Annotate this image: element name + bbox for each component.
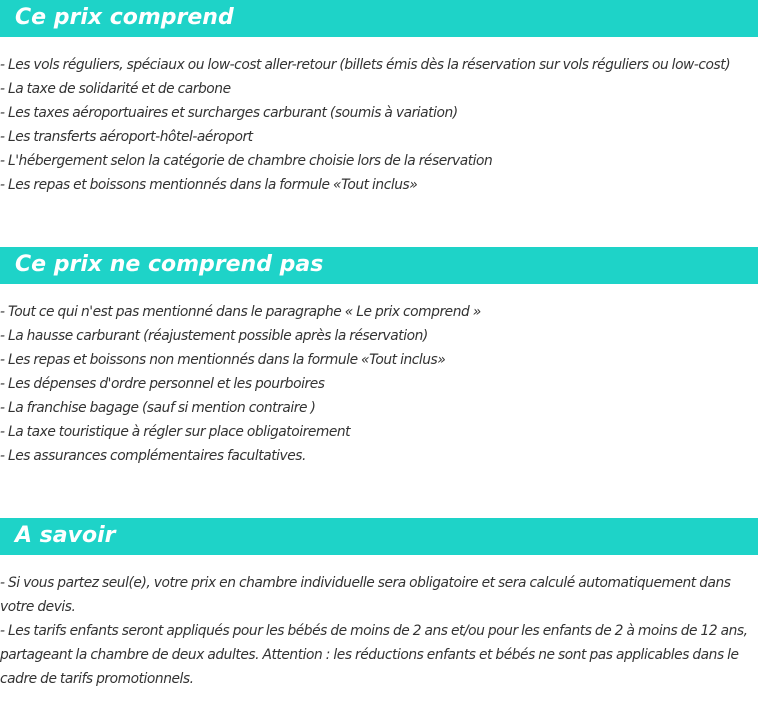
- list-item: - Les repas et boissons mentionnés dans la formule «Tout inclus»: [0, 177, 418, 193]
- list-item: - Les dépenses d'ordre personnel et les pourboires: [0, 376, 325, 392]
- paragraph-item: - Les tarifs enfants seront appliqués pour les bébés de moins de 2 ans et/ou pour les enfants de 2 à moins de 12 ans, partageant la chambre de deux adultes. Attention : les réductions enfants et bébés ne sont pas applicables dans le cadre de tarifs promotionnels.: [0, 623, 748, 687]
- list-item: - Les assurances complémentaires facultatives.: [0, 448, 306, 464]
- list-item: - Les vols réguliers, spéciaux ou low-cost aller-retour (billets émis dès la réservation sur vols réguliers ou low-cost): [0, 57, 731, 73]
- list-item: - Les transferts aéroport-hôtel-aéroport: [0, 129, 253, 145]
- section-title: A savoir: [15, 523, 116, 548]
- list-item: - Les taxes aéroportuaires et surcharges carburant (soumis à variation): [0, 105, 458, 121]
- section-header-includes: [0, 0, 758, 37]
- list-item: - La taxe touristique à régler sur place obligatoirement: [0, 424, 351, 440]
- list-item: - L'hébergement selon la catégorie de chambre choisie lors de la réservation: [0, 153, 493, 169]
- list-item: - Tout ce qui n'est pas mentionné dans le paragraphe « Le prix comprend »: [0, 304, 481, 320]
- excludes-list: [0, 300, 756, 468]
- section-title: Ce prix comprend: [15, 5, 234, 30]
- section-title: Ce prix ne comprend pas: [15, 252, 324, 277]
- list-item: - Les repas et boissons non mentionnés dans la formule «Tout inclus»: [0, 352, 446, 368]
- good-to-know-list: [0, 571, 756, 691]
- paragraph-item: - Si vous partez seul(e), votre prix en chambre individuelle sera obligatoire et sera calculé automatiquement dans votre devis.: [0, 575, 731, 615]
- list-item: - La hausse carburant (réajustement possible après la réservation): [0, 328, 428, 344]
- list-item: - La franchise bagage (sauf si mention contraire ): [0, 400, 316, 416]
- includes-list: [0, 53, 756, 197]
- list-item: - La taxe de solidarité et de carbone: [0, 81, 231, 97]
- section-header-excludes: [0, 247, 758, 284]
- section-header-good-to-know: [0, 518, 758, 555]
